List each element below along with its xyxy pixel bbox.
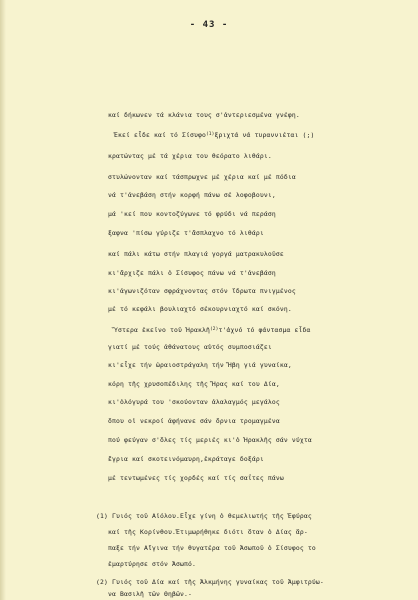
body-line: στυλώνονταν καί τάσπρωχνε μέ χέρια καί μέ πόδια bbox=[108, 173, 296, 181]
body-line: κι'ὁλόγυρά του 'σκούονταν ἀλαλαγμός μεγάλος bbox=[108, 398, 280, 406]
body-line: ἔγρια καί σκοτεινόμαυρη,ἐκράταγε δοξάρι bbox=[108, 455, 264, 463]
body-line-text: Ὕστερα ἐκεῖνο τοῦ Ἡρακλῆ bbox=[114, 326, 210, 334]
body-line-text: ξριχτά νά τυραννιέται (;) bbox=[214, 131, 315, 139]
body-line: μά 'κεί που κοντοζύγωνε τό φρύδι νά περάση bbox=[108, 210, 276, 218]
body-line bbox=[114, 325, 310, 335]
body-line-text: Ἐκεί εἶδε καί τό Σίσυφο bbox=[114, 131, 206, 139]
page-number: - 43 - bbox=[189, 20, 229, 30]
body-line: πού φεύγαν σ'ὅλες τίς μεριές κι'ὁ Ἡρακλῆς σάν νύχτα bbox=[108, 436, 312, 444]
body-line: κι'ἀγωνιζόταν σφράχνοντας στόν ἵδρωτα πνιγμένος bbox=[108, 287, 296, 295]
footnote-2 bbox=[96, 578, 324, 587]
body-line: κρατώντας μέ τά χέρια του θεόρατο λιθάρι. bbox=[108, 152, 272, 160]
body-line: ξαφνα 'πίσω γύριζε τ'ἄσπλαχνο τό λιθάρι bbox=[108, 229, 264, 237]
footnote-1 bbox=[96, 512, 312, 521]
footnote-ref: (2) bbox=[209, 327, 219, 332]
footnote-marker: (1) bbox=[96, 512, 108, 520]
footnote-line: καί τῆς Κορίνθου.Ἐτιμωρήθηκε διότι ὅταν ὁ Δίας ἅρ- bbox=[108, 528, 308, 536]
footnote-ref: (1) bbox=[205, 132, 215, 137]
body-line: μέ τό κεφάλι βουλιαχτό σέκουρνιαχτό καί σκόνη. bbox=[108, 305, 292, 313]
footnote-line: παξε τήν Αἴγινα τήν θυγατέρα τοῦ Ἀσωποῦ ὁ Σίσυφος το bbox=[108, 544, 316, 552]
body-line: νά τ'ἀνεβάση στήν κορφή πάνω σέ λοφοβουνι, bbox=[108, 191, 276, 199]
body-line-text: τ'ἀχνό τό φάντασμα εἶδα bbox=[218, 326, 311, 334]
body-line: κόρη τῆς χρυσοπέδιλης τῆς Ἥρας καί του Δία, bbox=[108, 380, 280, 388]
body-line: μέ τεντωμένες τίς χορδές καί τίς σαΐτες πάνω bbox=[108, 474, 284, 482]
body-line: κι'ἄρχιζε πάλι ὁ Σίσυφος πάνω νά τ'ἀνεβάση bbox=[108, 269, 276, 277]
footnote-line: ἐμαρτύρησε στόν Ἀσωπό. bbox=[108, 560, 196, 568]
footnote-line: Γυιός τοῦ Αἰόλου.Εἶχε γίνη ὁ θεμελιωτής τῆς Ἐφύρας bbox=[112, 512, 312, 520]
body-line: καί δήκωνεν τά κλάνια τους σ'ἀντεριεσμένα γνέφη. bbox=[108, 111, 300, 119]
body-line: καί πάλι κάτω στήν πλαγιά γοργά ματρακυλοῦσε bbox=[108, 250, 284, 258]
footnote-line: να Βασιλῆ τῶν Θηβῶν.- bbox=[108, 590, 192, 598]
body-line: κι'εἶχε τήν ὡραιοστράγαλη τήν Ἥβη γιά γυναίκα, bbox=[108, 361, 292, 369]
body-line: ὅπου οἱ νεκροί ἀφήνανε σάν ὄρνια τρομαγμένα bbox=[108, 417, 280, 425]
body-line bbox=[114, 130, 314, 140]
footnote-marker: (2) bbox=[96, 578, 108, 586]
body-line: γιατί μέ τούς ἀθάνατους αὐτός συμποσιάζει bbox=[108, 343, 272, 351]
page-fold-shadow bbox=[0, 0, 6, 600]
footnote-line: Γυιός τοῦ Δία καί τῆς Ἀλκμήνης γυναίκας τοῦ Ἀμφιτρύω- bbox=[112, 578, 324, 586]
